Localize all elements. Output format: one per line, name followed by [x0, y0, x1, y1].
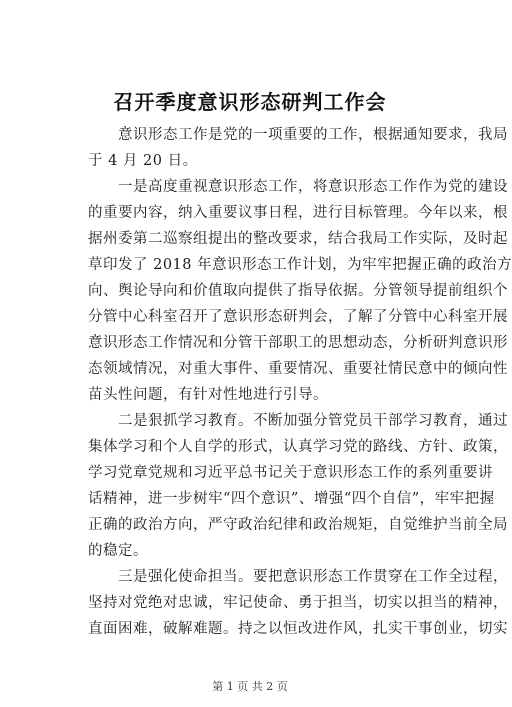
body-line: 苗头性问题，有针对性地进行引导。: [88, 387, 328, 403]
body-line: 集体学习和个人自学的形式，认真学习党的路线、方针、政策，: [88, 439, 508, 455]
body-line: 一是高度重视意识形态工作，将意识形态工作作为党的建设: [88, 179, 508, 195]
body-line: 正确的政治方向，严守政治纪律和政治规矩，自觉维护当前全局: [88, 517, 508, 533]
body-line: 的稳定。: [88, 543, 148, 559]
body-line: 直面困难，破解难题。持之以恒改进作风，扎实干事创业，切实: [88, 621, 508, 637]
body-line: 意识形态工作情况和分管干部职工的思想动态，分析研判意识形: [88, 335, 508, 351]
body-line: 据州委第二巡察组提出的整改要求，结合我局工作实际，及时起: [88, 231, 508, 247]
body-line: 于 4 月 20 日。: [88, 153, 198, 169]
document-body: [88, 122, 512, 642]
body-line: 分管中心科室召开了意识形态研判会，了解了分管中心科室开展: [88, 309, 508, 325]
body-line: 坚持对党绝对忠诚，牢记使命、勇于担当，切实以担当的精神，: [88, 595, 508, 611]
body-line: 态领域情况，对重大事件、重要情况、重要社情民意中的倾向性: [88, 361, 508, 377]
body-line: 意识形态工作是党的一项重要的工作，根据通知要求，我局: [88, 127, 508, 143]
page-number-footer: 第 1 页 共 2 页: [212, 680, 288, 693]
body-line: 二是狠抓学习教育。不断加强分管党员干部学习教育，通过: [88, 413, 508, 429]
body-line: 的重要内容，纳入重要议事日程，进行目标管理。今年以来，根: [88, 205, 508, 221]
document-title: 召开季度意识形态研判工作会: [113, 90, 387, 114]
body-line: 草印发了 2018 年意识形态工作计划，为牢牢把握正确的政治方: [88, 257, 512, 273]
body-line: 三是强化使命担当。要把意识形态工作贯穿在工作全过程，: [88, 569, 508, 585]
body-line: 向、舆论导向和价值取向提供了指导依据。分管领导提前组织个: [88, 283, 508, 299]
body-line: 话精神，进一步树牢“四个意识”、增强“四个自信”，牢牢把握: [88, 491, 495, 507]
body-line: 学习党章党规和习近平总书记关于意识形态工作的系列重要讲: [88, 465, 493, 481]
